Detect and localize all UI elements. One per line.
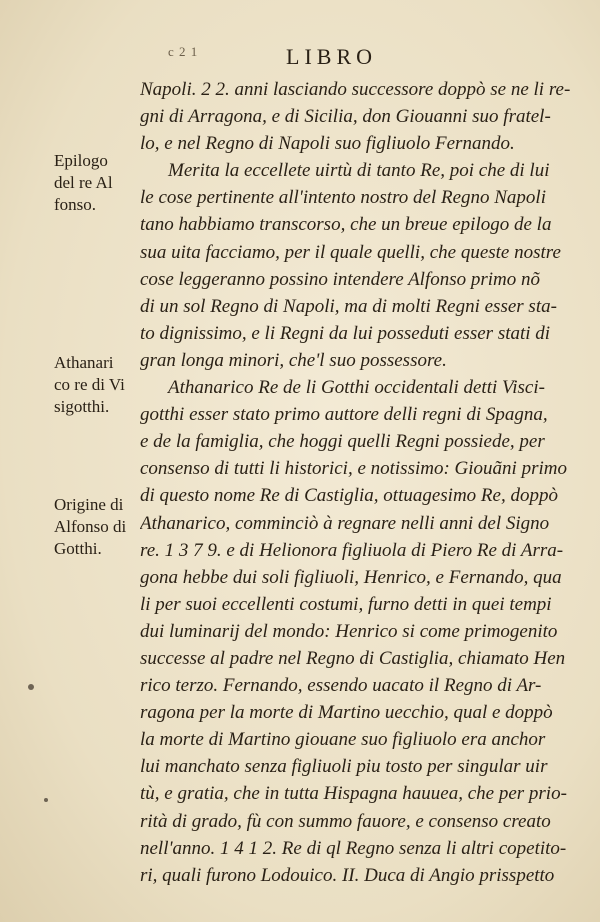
text-line: rico terzo. Fernando, essendo uacato il Regno di Ar- (140, 675, 542, 697)
text-line: ragona per la morte di Martino uecchio, qual e doppò (140, 702, 553, 724)
text-line: dui luminarij del mondo: Henrico si come primogenito (140, 620, 558, 642)
text-line: di un sol Regno di Napoli, ma di molti Regni esser sta- (140, 295, 557, 317)
ink-spot (28, 684, 34, 690)
text-line: rità di grado, fù con summo fauore, e consenso creato (140, 810, 551, 832)
margin-note-line: sigotthi. (54, 397, 110, 416)
text-line: gran longa minori, che'l suo possessore. (140, 349, 447, 371)
body-text (140, 76, 572, 889)
text-line: le cose pertinente all'intento nostro del Regno Napoli (140, 187, 546, 209)
margin-note-line: fonso. (54, 195, 97, 214)
margin-note-line: Origine di (54, 495, 124, 514)
text-line: nell'anno. 1 4 1 2. Re di ql Regno senza li altri copetito- (140, 837, 567, 859)
margin-note-line: Epilogo (54, 151, 108, 170)
text-line: sua uita facciamo, per il quale quelli, che queste nostre (140, 241, 561, 263)
running-head: LIBRO (286, 44, 377, 69)
text-line: gotthi esser stato primo auttore delli regni di Spagna, (140, 404, 548, 426)
text-line: li per suoi eccellenti costumi, furno detti in quei tempi (140, 593, 552, 615)
margin-note-line: Gotthi. (54, 539, 102, 558)
text-line: Athanarico, comminciò à regnare nelli anni del Signo (140, 512, 550, 534)
text-line: to dignissimo, e li Regni da lui posseduti esser stati di (140, 322, 551, 344)
folio-mark: c 2 1 (168, 44, 199, 59)
margin-note-line: co re di Vi (54, 375, 125, 394)
margin-note-line: del re Al (54, 173, 113, 192)
text-line: la morte di Martino giouane suo figliuolo era anchor (140, 729, 546, 751)
text-line: consenso di tutti li historici, e notissimo: Giouãni primo (140, 458, 567, 480)
margin-note-origine (54, 494, 144, 560)
margin-note-line: Alfonso di (54, 517, 127, 536)
text-line: lui manchato senza figliuoli piu tosto per singular uir (140, 756, 548, 778)
text-line: Athanarico Re de li Gotthi occidentali detti Visci- (168, 377, 545, 399)
margin-note-epilogo (54, 150, 144, 216)
text-line: tù, e gratia, che in tutta Hispagna hauuea, che per prio- (140, 783, 567, 805)
text-line: e de la famiglia, che hoggi quelli Regni possiede, per (140, 431, 545, 453)
margin-note-line: Athanari (54, 353, 114, 372)
text-line: cose leggeranno possino intendere Alfonso primo nõ (140, 268, 541, 290)
margin-note-athanarico (54, 352, 144, 418)
text-line: ri, quali furono Lodouico. II. Duca di Angio prisspetto (140, 864, 555, 886)
text-line: lo, e nel Regno di Napoli suo figliuolo Fernando. (140, 133, 515, 155)
text-line: gni di Arragona, e di Sicilia, don Giouanni suo fratel- (140, 106, 551, 128)
text-line: re. 1 3 7 9. e di Helionora figliuola di Piero Re di Arra- (140, 539, 564, 561)
text-line: gona hebbe dui soli figliuoli, Henrico, e Fernando, qua (140, 566, 562, 588)
text-line: Merita la eccellete uirtù di tanto Re, poi che di lui (168, 160, 550, 182)
ink-spot (44, 798, 48, 802)
text-line: successe al padre nel Regno di Castiglia, chiamato Hen (140, 647, 566, 669)
text-line: Napoli. 2 2. anni lasciando successore doppò se ne li re- (140, 79, 571, 100)
text-line: tano habbiamo transcorso, che un breue epilogo de la (140, 214, 552, 236)
text-line: di questo nome Re di Castiglia, ottuagesimo Re, doppò (140, 485, 558, 507)
